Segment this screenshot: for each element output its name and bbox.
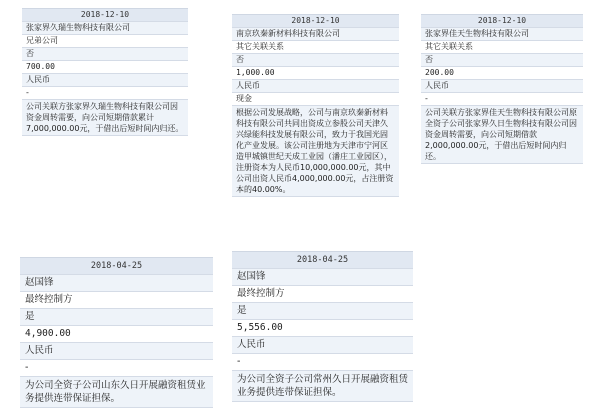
transaction-date: 2018-12-10 bbox=[421, 14, 583, 28]
controller-flag: 否 bbox=[232, 54, 399, 67]
transaction-card bbox=[232, 14, 399, 197]
transaction-date: 2018-04-25 bbox=[20, 257, 213, 275]
controller-flag: 是 bbox=[232, 303, 413, 320]
transaction-date: 2018-04-25 bbox=[232, 251, 413, 269]
related-party: 张家界佳天生物科技有限公司 bbox=[421, 28, 583, 41]
transaction-card bbox=[421, 14, 583, 164]
transaction-description: 公司关联方张家界佳天生物科技有限公司原全资子公司张家界久日生物科技有限公司因资金周转需要，向公司短期借款2,000,000.00元，于借出后短时间内归还。 bbox=[421, 106, 583, 164]
transaction-amount: 700.00 bbox=[22, 61, 188, 74]
transaction-amount: 5,556.00 bbox=[232, 320, 413, 337]
controller-flag: 否 bbox=[22, 48, 188, 61]
transaction-description: 为公司全资子公司山东久日开展融资租赁业务提供连带保证担保。 bbox=[20, 377, 213, 408]
relation-type: 其它关联关系 bbox=[232, 41, 399, 54]
relation-type: 其它关联关系 bbox=[421, 41, 583, 54]
relation-type: 最终控制方 bbox=[20, 292, 213, 309]
payment-method: - bbox=[20, 360, 213, 377]
transaction-description: 为公司全资子公司常州久日开展融资租赁业务提供连带保证担保。 bbox=[232, 371, 413, 402]
currency: 人民币 bbox=[22, 74, 188, 87]
related-party: 张家界久瑞生物科技有限公司 bbox=[22, 22, 188, 35]
related-party: 赵国锋 bbox=[232, 269, 413, 286]
payment-method: - bbox=[22, 87, 188, 100]
transaction-card bbox=[20, 257, 213, 408]
transaction-description: 根据公司发展战略，公司与南京玖秦新材料科技有限公司共同出资成立参股公司天津久兴绿能科技发展有限公司，致力于我国光固化产业发展。该公司注册地为天津市宁河区造甲城镇世纪天成工业园（潘庄工业园区），注册资本为人民币10,000,000.00元，其中公司出资人民币4,000,000.00元，占注册资本的40.00%。 bbox=[232, 106, 399, 197]
transaction-date: 2018-12-10 bbox=[22, 8, 188, 22]
transaction-amount: 200.00 bbox=[421, 67, 583, 80]
controller-flag: 否 bbox=[421, 54, 583, 67]
transaction-card bbox=[22, 8, 188, 136]
payment-method: 现金 bbox=[232, 93, 399, 106]
transaction-amount: 1,000.00 bbox=[232, 67, 399, 80]
related-party: 南京玖秦新材料科技有限公司 bbox=[232, 28, 399, 41]
controller-flag: 是 bbox=[20, 309, 213, 326]
transaction-card bbox=[232, 251, 413, 402]
related-party: 赵国锋 bbox=[20, 275, 213, 292]
transaction-amount: 4,900.00 bbox=[20, 326, 213, 343]
currency: 人民币 bbox=[232, 337, 413, 354]
transaction-date: 2018-12-10 bbox=[232, 14, 399, 28]
payment-method: - bbox=[232, 354, 413, 371]
relation-type: 兄弟公司 bbox=[22, 35, 188, 48]
transaction-description: 公司关联方张家界久瑞生物科技有限公司因资金周转需要，向公司短期借款累计7,000,000.00元，于借出后短时间内归还。 bbox=[22, 100, 188, 136]
currency: 人民币 bbox=[20, 343, 213, 360]
payment-method: - bbox=[421, 93, 583, 106]
relation-type: 最终控制方 bbox=[232, 286, 413, 303]
currency: 人民币 bbox=[421, 80, 583, 93]
currency: 人民币 bbox=[232, 80, 399, 93]
